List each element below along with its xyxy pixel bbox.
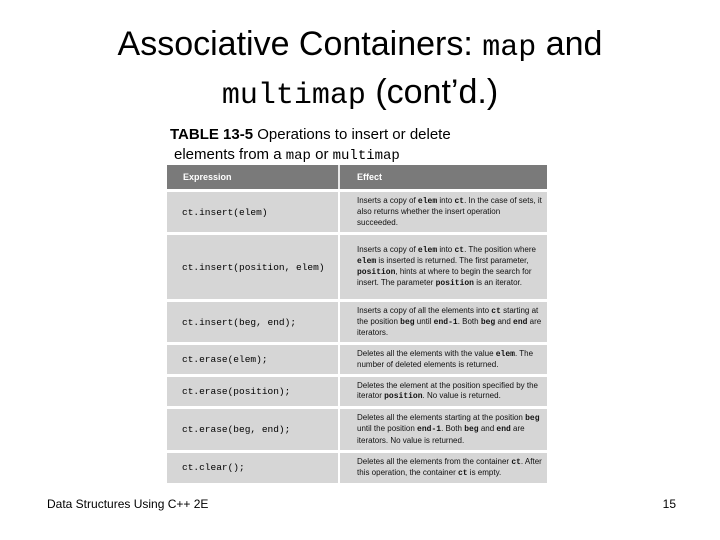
title-text-1: Associative Containers: (117, 25, 483, 63)
effect-code: elem (357, 256, 377, 266)
table-header-row (167, 165, 547, 191)
expression-cell: ct.insert(position, elem) (167, 234, 339, 301)
effect-text: . The position where (464, 244, 536, 254)
table-row (167, 234, 547, 301)
caption-label: TABLE 13-5 (170, 126, 254, 143)
table-row (167, 191, 547, 234)
title-text-2: and (536, 25, 603, 63)
effect-cell (339, 234, 547, 301)
effect-text: and (495, 316, 514, 326)
effect-text: are iterators. (357, 316, 542, 338)
caption-text-3: or (310, 146, 333, 163)
effect-code: elem (417, 245, 438, 255)
effect-code: elem (417, 197, 438, 207)
expression-cell: ct.insert(beg, end); (167, 301, 339, 344)
effect-text: . Both (441, 424, 465, 434)
effect-text: , hints at where to begin the search for insert. The parameter (357, 267, 532, 288)
table-row (167, 452, 547, 483)
effect-text: is empty. (467, 467, 502, 477)
caption-code-map: map (285, 148, 311, 164)
effect-code: beg (400, 317, 415, 327)
effect-code: elem (495, 349, 515, 359)
effect-text: Inserts a copy of (357, 196, 418, 206)
effect-code: ct (491, 306, 501, 316)
caption-text-2: elements from a (174, 146, 286, 163)
effect-code: beg (525, 414, 540, 424)
title-code-multimap: multimap (221, 79, 366, 113)
header-effect: Effect (339, 165, 547, 191)
expression-cell: ct.insert(elem) (167, 191, 339, 234)
header-expression: Expression (167, 165, 339, 191)
effect-text: . After this operation, the container (357, 456, 542, 477)
expression-cell: ct.erase(elem); (167, 344, 339, 376)
effect-text: Deletes all the elements starting at the position (357, 413, 526, 423)
expression-cell: ct.erase(position); (167, 376, 339, 408)
effect-text: . In the case of sets, it also returns whether the insert operation succeeded. (357, 196, 542, 227)
effect-text: is an iterator. (473, 278, 522, 288)
footer-page-number: 15 (662, 497, 676, 511)
caption-line-1 (170, 125, 570, 145)
footer-course-title: Data Structures Using C++ 2E (47, 497, 209, 511)
caption-code-multimap: multimap (332, 148, 400, 164)
effect-text: Deletes all the elements with the value (357, 348, 496, 358)
effect-text: Inserts a copy of (357, 244, 418, 254)
effect-text: are iterators. No value is returned. (357, 424, 525, 445)
effect-text: is inserted is returned. The first parameter, (376, 255, 529, 265)
effect-text: and (478, 424, 497, 434)
effect-text: Inserts a copy of all the elements into (357, 305, 492, 315)
effect-text: Deletes the element at the position specified by the iterator (357, 380, 538, 400)
effect-code: end-1 (433, 317, 458, 327)
effect-code: ct (457, 468, 468, 478)
effect-code: position (435, 279, 474, 289)
effect-text: until the position (357, 424, 418, 434)
effect-text: . Both (457, 316, 481, 326)
title-code-map: map (482, 31, 537, 65)
table-row (167, 344, 547, 376)
expression-cell: ct.clear(); (167, 452, 339, 483)
effect-code: beg (464, 425, 479, 435)
effect-text: Deletes all the elements from the container (357, 456, 512, 466)
table-row (167, 301, 547, 344)
table-row (167, 408, 547, 452)
effect-code: beg (480, 317, 496, 327)
effect-cell (339, 376, 547, 408)
effect-code: ct (454, 197, 465, 207)
effect-cell (339, 344, 547, 376)
effect-code: position (357, 268, 396, 277)
effect-cell (339, 408, 547, 452)
effect-code: ct (454, 245, 465, 255)
caption-line-2 (170, 145, 570, 166)
effect-cell (339, 301, 547, 344)
slide-title (0, 22, 720, 118)
effect-cell (339, 452, 547, 483)
effect-code: end (513, 317, 528, 327)
effect-text: until (414, 316, 434, 326)
effect-cell (339, 191, 547, 234)
effect-code: end (496, 425, 511, 435)
expression-cell: ct.erase(beg, end); (167, 408, 339, 452)
effect-text: into (437, 196, 455, 206)
effect-code: end-1 (417, 425, 442, 435)
effect-text: . No value is returned. (422, 391, 501, 400)
operations-table (167, 165, 547, 483)
effect-text: . The number of deleted elements is returned. (357, 348, 534, 369)
caption-text-1: Operations to insert or delete (253, 126, 451, 143)
effect-code: position (384, 392, 423, 401)
effect-text: into (437, 244, 455, 254)
title-text-3: (cont’d.) (365, 73, 499, 111)
effect-code: ct (511, 457, 521, 467)
effect-text: starting at the position (357, 305, 539, 326)
table-caption (170, 125, 570, 166)
table-row (167, 376, 547, 408)
